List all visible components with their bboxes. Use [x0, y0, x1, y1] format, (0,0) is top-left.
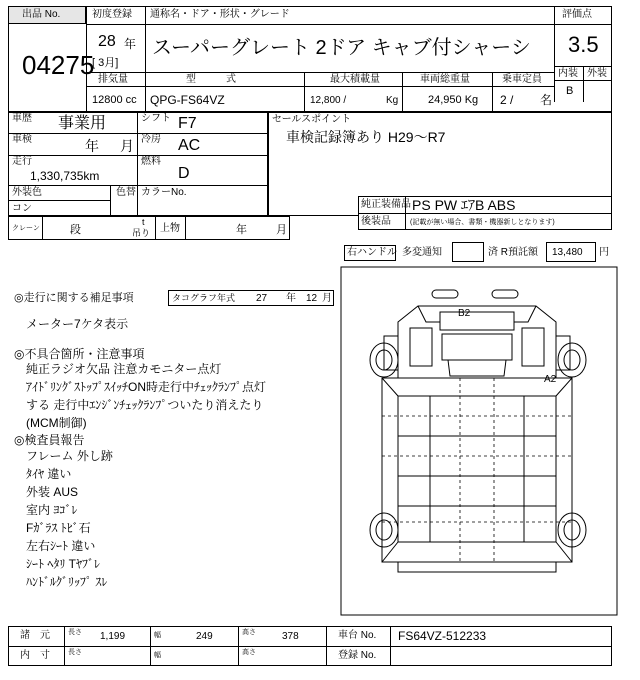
displacement-value: 12800 cc	[92, 94, 137, 106]
shift-value: F7	[178, 115, 197, 132]
reg-year: 28	[98, 33, 116, 50]
fuel-label: 燃料	[141, 156, 161, 167]
lot-label: 出品 No.	[22, 9, 61, 20]
tachograph-year-unit: 年	[286, 293, 296, 304]
history-label: 車歴	[12, 113, 32, 124]
inspection-month: 月	[120, 138, 134, 154]
multi-notice-label: 多変通知	[402, 247, 442, 258]
recycle-label: 済 R預託額	[488, 247, 538, 258]
inner-dims-label: 内 寸	[20, 650, 50, 661]
color-no-label: 色替	[116, 187, 136, 198]
crane-stage: 段	[70, 224, 81, 236]
max-load-value: 12,800 /	[310, 95, 347, 106]
exterior-label: 外装	[587, 68, 607, 79]
aftermarket-label: 後装品	[361, 216, 391, 227]
note-line: ﾊﾝﾄﾞﾙｸﾞﾘｯﾌﾟ ｽﾚ	[26, 575, 108, 589]
lot-number: 04275	[22, 50, 95, 80]
inspection-year: 年	[85, 138, 99, 154]
body-year: 年	[236, 224, 247, 236]
max-load-unit: Kg	[386, 95, 399, 106]
body-month: 月	[276, 224, 287, 236]
exterior-color-value: コン	[12, 203, 32, 214]
reg-month: [ 3月]	[92, 57, 119, 69]
sales-point-label: セールスポイント	[272, 114, 352, 125]
note-line: フレーム 外し跡	[26, 449, 113, 463]
note-line: 左右ｼｰﾄ 違い	[26, 539, 96, 553]
damage-mark-a2: A2	[544, 374, 557, 385]
model-label: 型 式	[186, 74, 236, 85]
chassis-label: 車台 No.	[338, 630, 377, 641]
equipment-label: 純正装備品	[361, 199, 411, 210]
inspection-label: 車検	[12, 134, 32, 145]
note-line: 室内 ﾖｺﾞﾚ	[26, 503, 78, 517]
first-reg-label: 初度登録	[92, 9, 132, 20]
rhd-label: 右ハンドル	[347, 247, 397, 258]
note-line: 外装 AUS	[26, 485, 79, 499]
length-label: 長さ	[68, 629, 82, 636]
note-line: ｱｲﾄﾞﾘﾝｸﾞｽﾄｯﾌﾟｽｲｯﾁON時走行中ﾁｪｯｸﾗﾝﾌﾟ点灯	[26, 380, 267, 394]
crane-hoist: 吊り	[132, 228, 151, 238]
note-line: メーター7ケタ表示	[26, 317, 129, 331]
model-value: QPG-FS64VZ	[150, 93, 225, 107]
interior-grade: B	[566, 85, 574, 97]
rating-value: 3.5	[568, 32, 599, 57]
mileage-value: 1,330,735km	[30, 169, 100, 183]
tachograph-month-unit: 月	[322, 293, 332, 304]
damage-mark-b2: B2	[458, 308, 471, 319]
equipment-value: PS PW ｴｱB ABS	[412, 197, 516, 213]
inner-length-label: 長さ	[68, 649, 82, 656]
chassis-value: FS64VZ-512233	[398, 629, 487, 643]
width-value: 249	[196, 631, 213, 642]
note-line: ﾀｲﾔ 違い	[26, 467, 72, 481]
capacity-unit: 名	[540, 93, 553, 107]
note-line: ◎不具合箇所・注意事項	[14, 347, 145, 361]
history-value: 事業用	[58, 115, 107, 132]
height-value: 378	[282, 631, 299, 642]
recycle-unit: 円	[599, 247, 609, 258]
capacity-value: 2 /	[500, 93, 514, 107]
interior-label: 内装	[558, 68, 578, 79]
max-load-label: 最大積載量	[330, 74, 380, 85]
note-line: Fｶﾞﾗｽ ﾄﾋﾞ石	[26, 521, 91, 535]
supplement-title: ◎走行に関する補足事項	[14, 292, 134, 304]
ac-value: AC	[178, 137, 201, 154]
dims-label: 諸 元	[20, 630, 50, 641]
capacity-label: 乗車定員	[502, 74, 542, 85]
width-label: 幅	[154, 632, 161, 639]
reg-year-unit: 年	[124, 37, 137, 51]
note-line: する 走行中ｴﾝｼﾞﾝﾁｪｯｸﾗﾝﾌﾟついたり消えたり	[26, 398, 264, 412]
tachograph-year: 27	[256, 293, 268, 304]
shift-label: シフト	[141, 113, 171, 124]
gross-weight-value: 24,950 Kg	[428, 94, 479, 106]
tachograph-label: タコグラフ年式	[172, 293, 236, 303]
multi-notice-box	[452, 242, 484, 262]
note-line: ｼｰﾄ ﾍﾀﾘ Tﾔﾌﾞﾚ	[26, 557, 100, 571]
fuel-value: D	[178, 165, 190, 182]
crane-label: クレーン	[12, 225, 40, 232]
tachograph-month: 12	[306, 293, 318, 304]
height-label: 高さ	[242, 629, 256, 636]
note-line: ◎検査員報告	[14, 433, 85, 447]
note-line: (MCM制御)	[26, 416, 87, 430]
exterior-color-label: 外装色	[12, 187, 42, 198]
mileage-label: 走行	[12, 156, 32, 167]
body-label: 上物	[160, 223, 180, 234]
rating-label: 評価点	[562, 9, 592, 20]
inner-height-label: 高さ	[242, 649, 256, 656]
length-value: 1,199	[100, 631, 126, 642]
ac-label: 冷房	[141, 134, 161, 145]
truck-diagram	[340, 266, 618, 616]
gross-weight-label: 車両総重量	[420, 74, 470, 85]
car-name: スーパーグレート 2ドア キャブ付シャーシ	[152, 37, 531, 59]
sales-point-text: 車検記録簿あり H29～R7	[286, 129, 446, 145]
car-name-label: 通称名・ドア・形状・グレード	[150, 9, 290, 20]
inner-width-label: 幅	[154, 652, 161, 659]
color-code-label: カラーNo.	[141, 187, 187, 198]
displacement-label: 排気量	[98, 74, 128, 85]
registration-label: 登録 No.	[338, 650, 377, 661]
note-line: 純正ラジオ欠品 注意カモニター点灯	[26, 362, 222, 376]
aftermarket-note: (記載が無い場合、書類・機器新しとなります)	[410, 219, 555, 226]
recycle-amount: 13,480	[552, 247, 583, 258]
crane-ton: t	[142, 217, 145, 227]
